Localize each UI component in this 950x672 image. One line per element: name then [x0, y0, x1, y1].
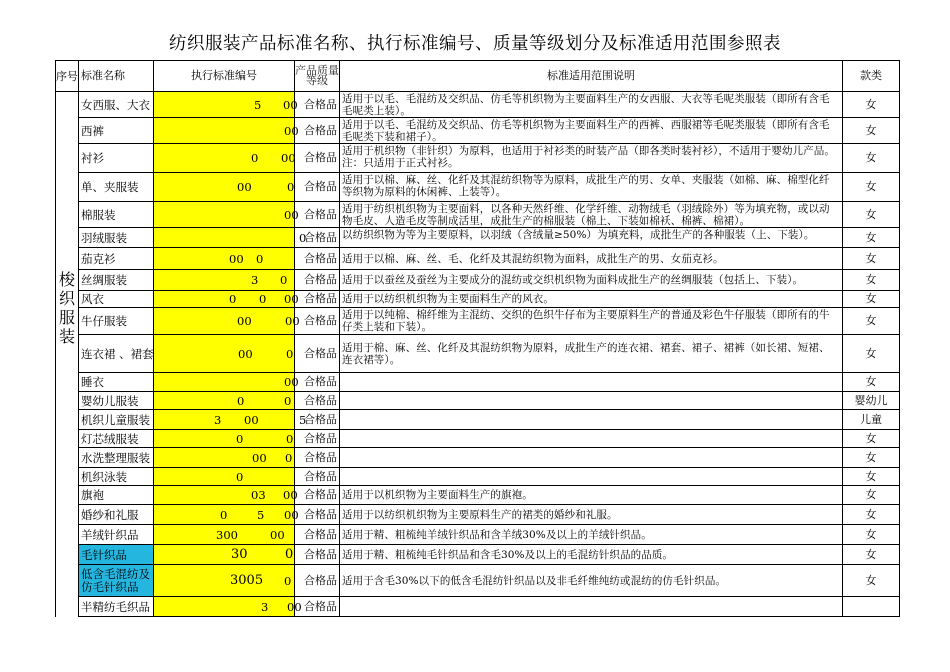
standard-number: [154, 308, 300, 335]
header-scope: 标准适用范围说明: [340, 61, 843, 92]
standard-number: [154, 202, 299, 228]
standard-number-fragment: 0: [220, 507, 228, 522]
standard-number-fragment: 00: [238, 346, 253, 361]
standard-number-fragment: 00: [285, 314, 300, 328]
scope-description: 适用于以纯棉、棉纤维为主混纺、交织的色织牛仔布为主要原料生产的普通及彩色牛仔服装（即所有的牛仔类上装和下装）。: [340, 308, 843, 335]
seq-cell: [56, 545, 79, 565]
scope-description: [340, 597, 843, 617]
garment-category: 女: [843, 448, 900, 468]
table-row: [56, 597, 900, 617]
scope-description: 适用于以纺织机织物为主要面料生产的风衣。: [340, 291, 843, 308]
table-row: [56, 373, 900, 392]
table-row: [56, 335, 900, 373]
scope-description: 适用于以棉、麻、丝、毛、化纤及其混纺织物为面料，成批生产的男、女茄克衫。: [340, 248, 843, 270]
quality-grade: 合格品: [295, 505, 340, 525]
quality-grade: 合格品: [295, 291, 340, 308]
garment-category: 女: [843, 248, 900, 270]
scope-description: [340, 410, 843, 430]
standard-number-fragment: 0: [287, 180, 295, 194]
scope-description: 以纺织织物为等为主要原料，以羽绒（含绒量≥50%）为填充料，成批生产的各种服装（上、下装）。: [340, 228, 843, 248]
standard-name: 羊绒针织品: [79, 525, 154, 545]
table-row: [56, 92, 900, 118]
quality-grade: 合格品: [295, 392, 340, 410]
garment-category: 女: [843, 373, 900, 392]
standard-number: [154, 468, 295, 486]
garment-category: 女: [843, 308, 900, 335]
quality-grade: 合格品: [295, 202, 340, 228]
standard-number-fragment: 0: [286, 346, 294, 361]
standard-name: 婚纱和礼服: [79, 505, 154, 525]
header-gender: 款类: [843, 61, 900, 92]
standard-name: 棉服装: [79, 202, 154, 228]
standard-number-fragment: 00: [281, 151, 296, 165]
standard-number-fragment: 00: [252, 450, 267, 465]
standard-number-fragment: 3: [261, 599, 269, 614]
garment-category: 女: [843, 118, 900, 144]
garment-category: 女: [843, 565, 900, 597]
table-row: [56, 525, 900, 545]
standard-name: 羽绒服装: [79, 228, 154, 248]
standard-number-fragment: 00: [229, 251, 244, 266]
standard-number-fragment: 0: [259, 292, 267, 306]
scope-description: [340, 448, 843, 468]
garment-category: 女: [843, 228, 900, 248]
table-row: [56, 228, 900, 248]
standard-name: 衬衫: [79, 144, 154, 173]
header-name: 标准名称: [79, 61, 154, 92]
scope-description: [340, 392, 843, 410]
standard-number-fragment: 00: [284, 375, 299, 389]
scope-description: 适用于机织物（非针织）为原料，也适用于衬衫类的时装产品（即各类时装衬衫），不适用于婴幼儿产品。注：只适用于正式衬衫。: [340, 144, 843, 173]
standard-number-fragment: 0: [286, 431, 294, 446]
standard-name: 连衣裙 、裙套: [79, 335, 154, 373]
standard-number-fragment: 0: [280, 273, 288, 287]
standard-number-fragment: 0: [284, 573, 292, 588]
standard-name: 女西服、大衣: [79, 92, 154, 118]
standard-number-fragment: 5: [299, 412, 307, 427]
garment-category: 女: [843, 335, 900, 373]
standard-number-fragment: 30: [231, 546, 248, 562]
scope-description: 适用于纺织机织物为主要面料，以各种天然纤维、化学纤维、动物绒毛（羽绒除外）等为填充物，或以动物毛皮、人造毛皮等制成活里，成批生产的棉服装（棉上、下装如棉袄、棉裤、棉裙）。: [340, 202, 843, 228]
table-row: [56, 270, 900, 291]
quality-grade: 合格品: [295, 545, 340, 565]
seq-cell: [56, 597, 79, 617]
garment-category: 儿童: [843, 410, 900, 430]
standard-name: 机织泳装: [79, 468, 154, 486]
scope-description: 适用于精、粗梳纯羊绒针织品和含羊绒30%及以上的羊绒针织品。: [340, 525, 843, 545]
standard-number: [154, 228, 307, 248]
garment-category: 女: [843, 430, 900, 448]
standard-number: [154, 597, 302, 617]
garment-category: 女: [843, 486, 900, 505]
quality-grade: 合格品: [295, 468, 340, 486]
standard-number-fragment: 00: [237, 314, 252, 328]
seq-cell: [56, 525, 79, 545]
scope-description: 适用于棉、麻、丝、化纤及其混纺织物为原料，成批生产的连衣裙、裙套、裙子、裙裤（如长裙、短裙、连衣裙等）。: [340, 335, 843, 373]
standard-number-fragment: 0: [251, 151, 259, 165]
seq-cell: [56, 565, 79, 597]
table-row: [56, 565, 900, 597]
quality-grade: 合格品: [295, 410, 340, 430]
standard-number-fragment: 0: [285, 546, 294, 562]
standard-name: 旗袍: [79, 486, 154, 505]
quality-grade: 合格品: [295, 430, 340, 448]
standard-number: [154, 92, 298, 118]
standard-number: [154, 270, 295, 291]
standard-name: 牛仔服装: [79, 308, 154, 335]
standard-number-fragment: 3: [251, 273, 259, 287]
standard-number-fragment: 00: [284, 207, 299, 222]
table-row: [56, 410, 900, 430]
quality-grade: 合格品: [295, 597, 340, 617]
table-row: [56, 430, 900, 448]
quality-grade: 合格品: [295, 92, 340, 118]
scope-description: 适用于以毛、毛混纺及交织品、仿毛等机织物为主要面料生产的女西服、大衣等毛呢类服装（即所有含毛毛呢类上装）。: [340, 92, 843, 118]
garment-category: 女: [843, 270, 900, 291]
garment-category: 女: [843, 505, 900, 525]
standard-number-fragment: 5: [257, 507, 265, 522]
quality-grade: 合格品: [295, 144, 340, 173]
header-row: [56, 61, 900, 92]
standard-name: 半精纺毛织品: [79, 597, 154, 617]
standard-number: [154, 392, 295, 410]
quality-grade: 合格品: [295, 308, 340, 335]
standard-name: 风衣: [79, 291, 154, 308]
standard-number-fragment: 0: [284, 393, 292, 408]
standard-number-fragment: 00: [283, 488, 298, 502]
quality-grade: 合格品: [295, 270, 340, 291]
standard-number: [154, 248, 295, 270]
standard-number-fragment: 0: [236, 469, 244, 484]
scope-description: 适用于以棉、麻、丝、化纤及其混纺织物等为原料，成批生产的男、女单、夹服装（如棉、麻、棉型化纤等织物为原料的休闲裤、上装等）。: [340, 173, 843, 202]
standard-number-fragment: 0: [229, 292, 237, 306]
quality-grade: 合格品: [295, 248, 340, 270]
header-standard: 执行标准编号: [154, 61, 295, 92]
scope-description: [340, 430, 843, 448]
standard-number: [154, 118, 299, 144]
table-row: [56, 144, 900, 173]
table-row: [56, 392, 900, 410]
quality-grade: 合格品: [295, 228, 340, 248]
standard-number-fragment: 300: [216, 527, 238, 542]
quality-grade: 合格品: [295, 335, 340, 373]
standard-name: 灯芯绒服装: [79, 430, 154, 448]
garment-category: 女: [843, 173, 900, 202]
table-row: [56, 308, 900, 335]
garment-category: 女: [843, 468, 900, 486]
standard-number-fragment: 0: [256, 251, 264, 266]
scope-description: 适用于精、粗梳纯毛针织品和含毛30%及以上的毛混纺针织品的品质。: [340, 545, 843, 565]
standard-number-fragment: 00: [284, 507, 299, 522]
scope-description: [340, 373, 843, 392]
standard-name: 水洗整理服装: [79, 448, 154, 468]
standard-name: 西裤: [79, 118, 154, 144]
page-title: 纺织服装产品标准名称、执行标准编号、质量等级划分及标准适用范围参照表: [169, 34, 781, 54]
quality-grade: 合格品: [295, 525, 340, 545]
standard-number-fragment: 5: [254, 97, 262, 112]
standard-number-fragment: 03: [251, 488, 266, 502]
standard-number: [154, 525, 295, 545]
garment-category: 女: [843, 144, 900, 173]
garment-category: 女: [843, 525, 900, 545]
standard-name: 机织儿童服装: [79, 410, 154, 430]
table-row: [56, 202, 900, 228]
standard-number: [154, 291, 299, 308]
garment-category: 女: [843, 202, 900, 228]
standard-name: 婴幼儿服装: [79, 392, 154, 410]
standard-number: [154, 410, 307, 430]
quality-grade: 合格品: [295, 373, 340, 392]
standard-number-fragment: 0: [237, 393, 245, 408]
standard-number: [154, 335, 295, 373]
standard-name: 睡衣: [79, 373, 154, 392]
standard-number-fragment: 0: [299, 230, 307, 245]
scope-description: 适用于含毛30%以下的低含毛混纺针织品以及非毛纤维纯纺或混纺的仿毛针织品。: [340, 565, 843, 597]
group-label: 梭织服装: [56, 92, 79, 525]
garment-category: 女: [843, 291, 900, 308]
standard-number-fragment: 0: [285, 450, 293, 465]
standard-number: [154, 448, 295, 468]
standard-number: [154, 144, 295, 173]
standard-number-fragment: 00: [287, 599, 302, 614]
table-row: [56, 486, 900, 505]
garment-category: 婴幼儿: [843, 392, 900, 410]
quality-grade: 合格品: [295, 486, 340, 505]
standard-number-fragment: 3: [214, 412, 222, 427]
standard-name: 单、夹服装: [79, 173, 154, 202]
scope-description: 适用于以毛、毛混纺及交织品、仿毛等机织物为主要面料生产的西裤、西服裙等毛呢类服装（即所有含毛毛呢类下装和裙子）。: [340, 118, 843, 144]
standard-number-fragment: 3005: [230, 572, 264, 588]
standard-number: [154, 373, 299, 392]
quality-grade: 合格品: [295, 565, 340, 597]
standard-name: 毛针织品: [79, 545, 154, 565]
garment-category: [843, 597, 900, 617]
standard-number: [154, 486, 298, 505]
scope-description: 适用于以蚕丝及蚕丝为主要成分的混纺或交织机织物为面料成批生产的丝绸服装（包括上、下装）。: [340, 270, 843, 291]
quality-grade: 合格品: [295, 448, 340, 468]
standard-name: 丝绸服装: [79, 270, 154, 291]
standard-number: [154, 505, 299, 525]
standard-number-fragment: 00: [237, 180, 252, 194]
standard-number-fragment: 00: [284, 292, 299, 306]
quality-grade: 合格品: [295, 173, 340, 202]
garment-category: 女: [843, 92, 900, 118]
table-row: [56, 248, 900, 270]
table-row: [56, 468, 900, 486]
table-row: [56, 545, 900, 565]
standard-number: [154, 545, 295, 565]
standards-table: [55, 60, 900, 617]
standard-number-fragment: 00: [244, 412, 259, 427]
table-row: [56, 173, 900, 202]
standard-number: [154, 173, 295, 202]
header-grade: 产品质量 等级: [295, 61, 340, 92]
standard-number-fragment: 00: [284, 123, 299, 138]
standard-number-fragment: 00: [283, 97, 298, 112]
standard-number-fragment: 0: [236, 431, 244, 446]
quality-grade: 合格品: [295, 118, 340, 144]
table-row: [56, 448, 900, 468]
standard-number: [154, 430, 295, 448]
standard-name: 茄克衫: [79, 248, 154, 270]
table-row: [56, 118, 900, 144]
scope-description: [340, 468, 843, 486]
scope-description: 适用于以纺织机织物为主要原料生产的裙类的婚纱和礼服。: [340, 505, 843, 525]
scope-description: 适用于以机织物为主要面料生产的旗袍。: [340, 486, 843, 505]
garment-category: 女: [843, 545, 900, 565]
header-seq: 序号: [56, 61, 79, 92]
table-row: [56, 505, 900, 525]
standard-number: [154, 565, 295, 597]
standard-number-fragment: 00: [270, 527, 285, 542]
table-row: [56, 291, 900, 308]
standard-name: 低含毛混纺及仿毛针织品: [79, 565, 154, 597]
